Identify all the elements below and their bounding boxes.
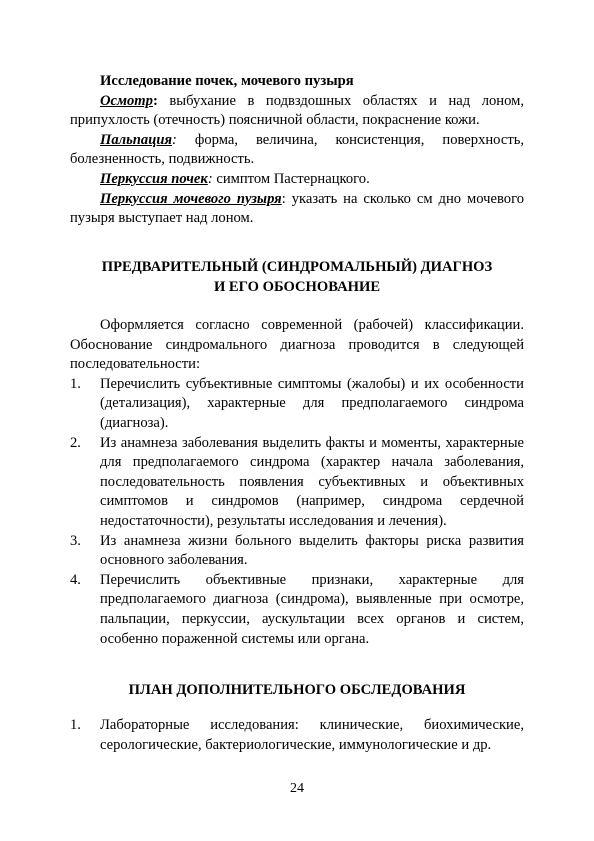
page-number: 24: [290, 781, 304, 796]
kidney-item-percussion-kidneys: Перкуссия почек: симптом Пастернацкого.: [100, 170, 370, 187]
inspection-lead: Осмотр: [100, 92, 153, 109]
plan-heading: ПЛАН ДОПОЛНИТЕЛЬНОГО ОБСЛЕДОВАНИЯ: [128, 682, 466, 698]
kidney-section: [70, 72, 524, 229]
list-item: 3. Из анамнеза жизни больного выделить факторы риска развития основного заболевания.: [70, 532, 524, 569]
kidney-item-percussion-bladder: Перкуссия мочевого пузыря: указать на сколько см дно мочевого пузыря выступает над лоном.: [70, 190, 524, 227]
percussion-bladder-lead: Перкуссия мочевого пузыря: [100, 190, 282, 207]
list-item: 4. Перечислить объективные признаки, характерные для предполагаемого диагноза (синдрома), выявленные при осмотре, пальпации, перкуссии, аускультации всех органов и систем, особенно пораженной системы или органа.: [70, 571, 524, 647]
percussion-kidneys-lead: Перкуссия почек: [100, 170, 208, 187]
diagnosis-intro: Оформляется согласно современной (рабочей) классификации. Обоснование синдромального диагноза проводится в следующей последовательности:: [70, 317, 524, 373]
list-item: 2. Из анамнеза заболевания выделить факты и моменты, характерные для предполагаемого синдрома (характер начала заболевания, последовательность появления субъективных и объективных симптомов и синдромов (например, синдрома сердечной недостаточности), результаты исследования и лечения).: [70, 434, 524, 529]
diagnosis-list: [70, 375, 524, 649]
diagnosis-section: [70, 316, 524, 649]
palpation-lead: Пальпация: [100, 131, 172, 148]
kidney-item-palpation: Пальпация: форма, величина, консистенция, поверхность, болезненность, подвижность.: [70, 131, 524, 168]
kidney-title: Исследование почек, мочевого пузыря: [100, 73, 354, 89]
list-item: 1. Лабораторные исследования: клинические, биохимические, серологические, бактериологические, иммунологические и др.: [70, 717, 524, 753]
diagnosis-heading: ПРЕДВАРИТЕЛЬНЫЙ (СИНДРОМАЛЬНЫЙ) ДИАГНОЗ И ЕГО ОБОСНОВАНИЕ: [101, 259, 493, 295]
plan-list: [70, 716, 524, 755]
plan-section: [70, 716, 524, 755]
list-item: 1. Перечислить субъективные симптомы (жалобы) и их особенности (детализация), характерные для предполагаемого синдрома (диагноза).: [70, 375, 524, 431]
kidney-item-inspection: Осмотр: выбухание в подвздошных областях и над лоном, припухлость (отечность) поясничной области, покраснение кожи.: [70, 92, 524, 129]
